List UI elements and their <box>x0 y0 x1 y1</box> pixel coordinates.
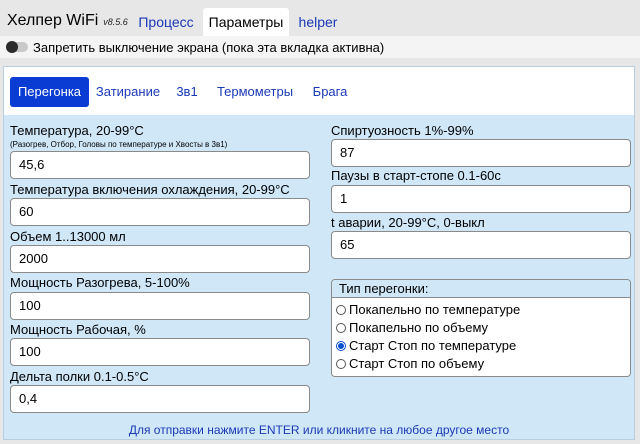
alarm-temp-label: t аварии, 20-99°C, 0-выкл <box>331 215 485 230</box>
submit-hint: Для отправки нажмите ENTER или кликните на любое другое место <box>128 423 510 437</box>
screen-lock-label: Запретить выключение экрана (пока эта вкладка активна) <box>33 40 385 55</box>
radio-drip-by-volume[interactable] <box>336 319 488 337</box>
radio-startstop-by-volume[interactable] <box>336 355 484 373</box>
shelf-delta-input[interactable]: 0,4 <box>10 385 310 413</box>
app-version: v8.5.6 <box>103 17 128 27</box>
subtab-distillation[interactable]: Перегонка <box>10 77 89 107</box>
app-header <box>0 0 640 36</box>
temperature-label: Температура, 20-99°C <box>10 123 144 138</box>
pause-label: Паузы в старт-стопе 0.1-60с <box>331 168 501 183</box>
radio-label: Покапельно по объему <box>349 320 489 335</box>
volume-label: Объем 1..13000 мл <box>10 229 126 244</box>
subtab-brew[interactable]: Брага <box>312 84 348 99</box>
app-name: Хелпер WiFi <box>7 12 99 29</box>
heating-power-label: Мощность Разогрева, 5-100% <box>10 275 190 290</box>
cooling-temp-input[interactable]: 60 <box>10 198 310 226</box>
subtab-mashing[interactable]: Затирание <box>95 84 161 99</box>
toggle-knob <box>6 41 18 53</box>
volume-input[interactable]: 2000 <box>10 245 310 273</box>
temperature-input[interactable]: 45,6 <box>10 151 310 179</box>
radio-drip-by-temperature[interactable] <box>336 301 520 319</box>
radio-button-icon[interactable] <box>336 305 346 315</box>
working-power-input[interactable]: 100 <box>10 338 310 366</box>
radio-startstop-by-temperature[interactable] <box>336 337 516 355</box>
alcohol-strength-input[interactable]: 87 <box>331 139 631 167</box>
tab-parameters[interactable]: Параметры <box>203 8 289 36</box>
radio-button-checked-icon[interactable] <box>336 341 346 351</box>
heating-power-input[interactable]: 100 <box>10 292 310 320</box>
subtab-3in1[interactable]: 3в1 <box>176 84 198 99</box>
radio-label: Старт Стоп по объему <box>349 356 485 371</box>
alcohol-strength-label: Спиртуозность 1%-99% <box>331 123 474 138</box>
distill-type-group <box>331 279 631 377</box>
working-power-label: Мощность Рабочая, % <box>10 322 146 337</box>
subtabs-bar <box>4 67 634 115</box>
radio-label: Покапельно по температуре <box>349 302 521 317</box>
radio-label: Старт Стоп по температуре <box>349 338 517 353</box>
alarm-temp-input[interactable]: 65 <box>331 231 631 259</box>
pause-input[interactable]: 1 <box>331 185 631 213</box>
radio-button-icon[interactable] <box>336 323 346 333</box>
tab-helper[interactable]: helper <box>298 14 338 30</box>
settings-panel <box>3 66 635 440</box>
subtab-thermometers[interactable]: Термометры <box>216 84 294 99</box>
screen-lock-row <box>0 36 640 58</box>
cooling-temp-label: Температура включения охлаждения, 20-99°C <box>10 182 290 197</box>
tab-process[interactable]: Процесс <box>138 14 194 30</box>
app-title <box>7 12 128 30</box>
screen-lock-toggle[interactable] <box>6 42 28 52</box>
distill-type-title: Тип перегонки: <box>332 280 630 298</box>
radio-button-icon[interactable] <box>336 359 346 369</box>
temperature-hint: (Разогрев, Отбор, Головы по температуре и Хвосты в 3в1) <box>10 140 228 149</box>
shelf-delta-label: Дельта полки 0.1-0.5°C <box>10 369 149 384</box>
